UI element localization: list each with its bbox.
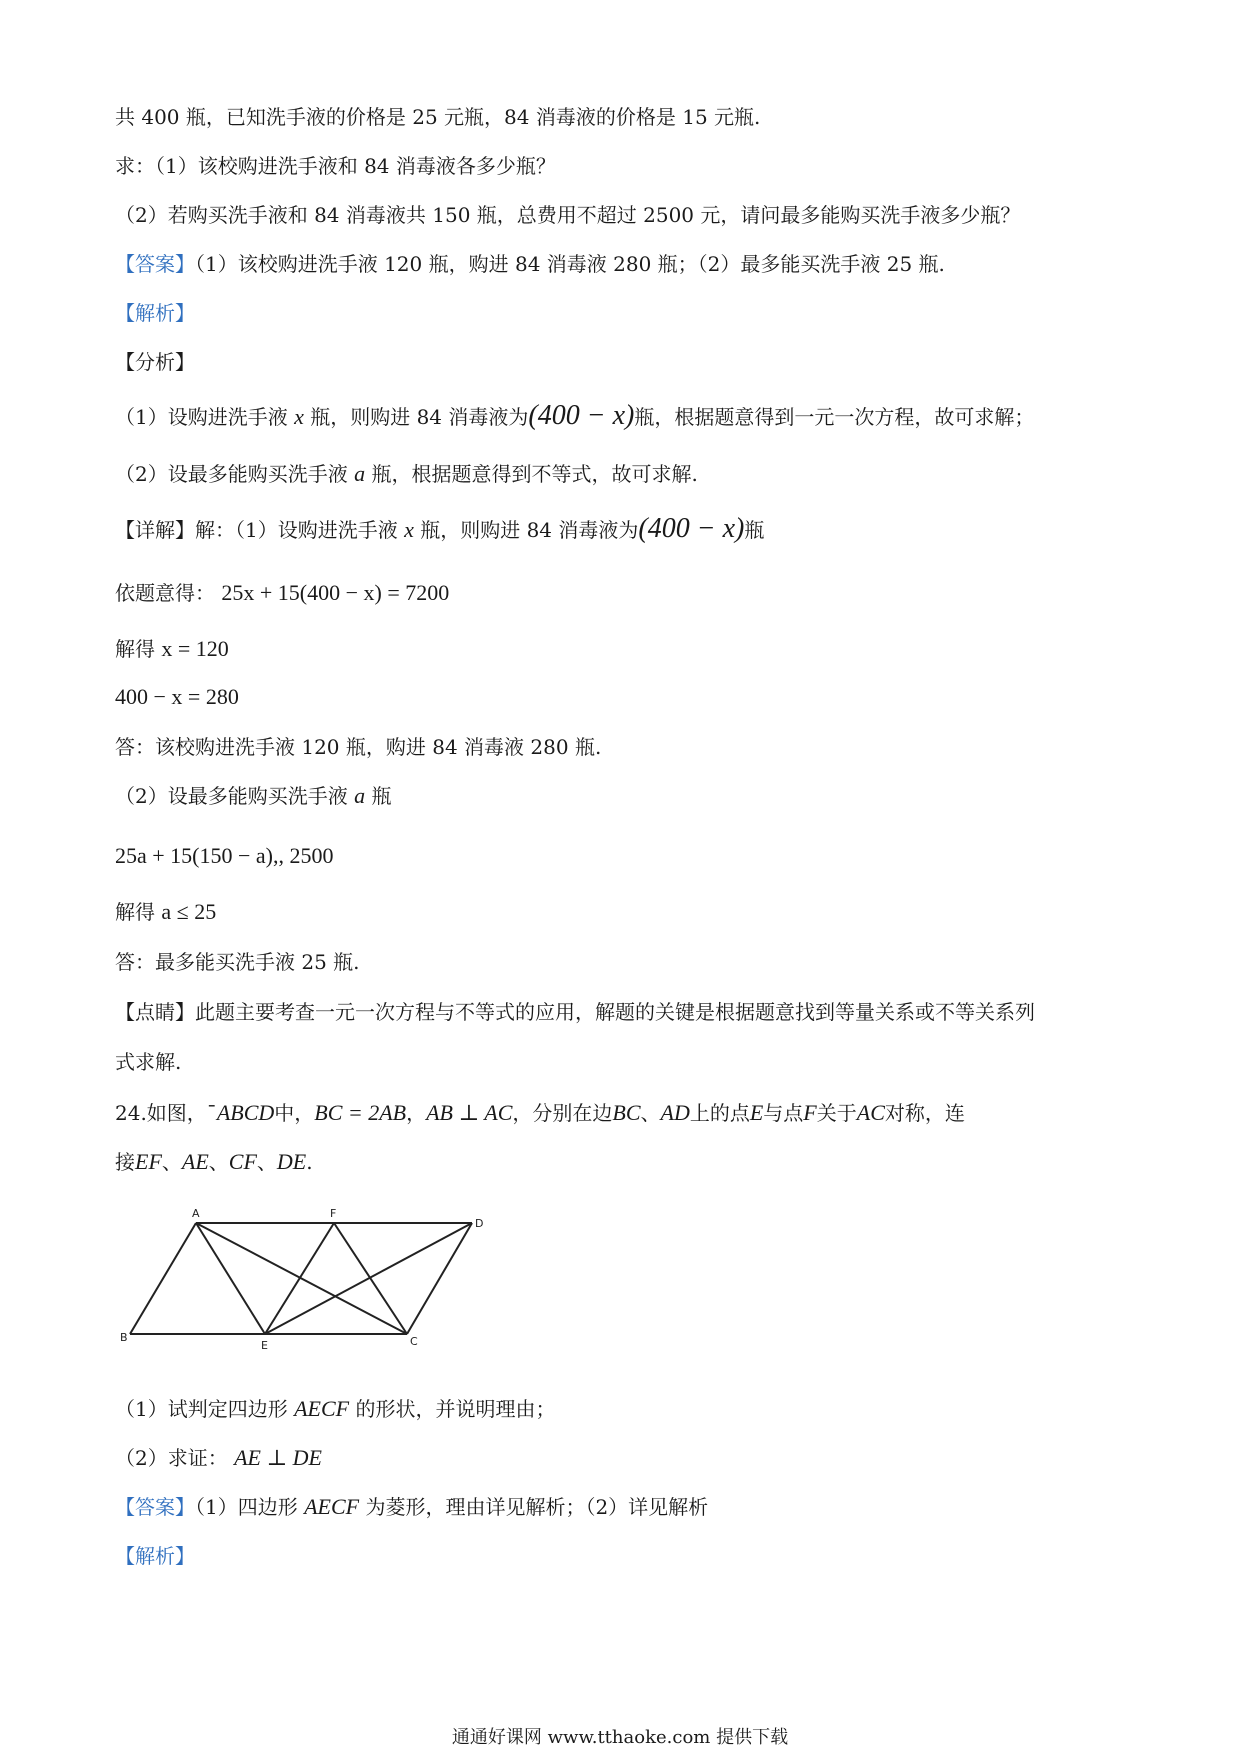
q1-text: （1）试判定四边形 (115, 1397, 288, 1421)
seg-ED (265, 1223, 472, 1334)
inequality-line: 25a + 15(150 − a),, 2500 (115, 843, 334, 868)
q24b-text: 接 (115, 1150, 135, 1174)
label-E: E (261, 1339, 268, 1352)
label-F: F (330, 1207, 337, 1220)
parallelogram-figure (115, 1203, 495, 1353)
var-x: x (404, 517, 414, 542)
q24b-text: 、 (256, 1150, 277, 1174)
text-line-1: 共 400 瓶，已知洗手液的价格是 25 元瓶，84 消毒液的价格是 15 元瓶. (115, 105, 761, 129)
solution-line-2: 400 − x = 280 (115, 684, 239, 709)
seg-AB (130, 1223, 196, 1334)
q2-text: （2）求证： (115, 1446, 228, 1470)
label-C: C (410, 1335, 418, 1348)
q24-math: AD (660, 1100, 690, 1125)
var-a: a (354, 461, 366, 486)
fx1-part-c: 瓶，根据题意得到一元一次方程，故可求解； (634, 405, 1035, 429)
sub-question-1 (115, 1395, 555, 1423)
analysis-tag: 【解析】 (115, 301, 195, 325)
q24b-math: AE (181, 1149, 209, 1174)
page-footer: 通通好课网 www.tthaoke.com 提供下载 (451, 1727, 789, 1748)
solution-line-3 (115, 898, 216, 926)
equation: 25x + 15(400 − x) = 7200 (221, 580, 450, 605)
dianjing-line-2: 式求解. (115, 1050, 182, 1074)
xiangjie-line (115, 515, 764, 544)
dianjing-line-1: 【点睛】此题主要考查一元一次方程与不等式的应用，解题的关键是根据题意找到等量关系或不等关系列 (115, 1000, 1035, 1024)
label-B: B (120, 1331, 128, 1344)
answer-tag: 【答案】 (115, 252, 195, 276)
answer-line-2 (115, 1493, 708, 1521)
part2-line (115, 782, 391, 810)
var-a: a (354, 783, 366, 808)
q24-text: ， (406, 1101, 427, 1125)
fenxi-line-2 (115, 460, 698, 488)
seg-EF (265, 1223, 334, 1334)
fenxi-line-1 (115, 402, 1034, 431)
q24-text: ，分别在边 (512, 1101, 613, 1125)
q24b-math: DE (276, 1149, 307, 1174)
q24-math: ABCD (216, 1100, 275, 1125)
q24-math: BC = 2AB (314, 1100, 407, 1125)
q24b-math: EF (135, 1149, 162, 1174)
xj-part-b: 瓶，则购进 84 消毒液为 (420, 518, 639, 542)
label-D: D (475, 1217, 484, 1230)
seg-AC (196, 1223, 407, 1334)
sol-label: 解得 (115, 637, 155, 661)
q1-text: 的形状，并说明理由； (355, 1397, 556, 1421)
solution-a: a ≤ 25 (161, 899, 217, 924)
seg-AE (196, 1223, 265, 1334)
p2-part-a: （2）设最多能购买洗手液 (115, 784, 348, 808)
expr-400-x: (400 − x) (638, 513, 745, 544)
p2-part-b: 瓶 (371, 784, 392, 808)
q24-text: 上的点 (689, 1101, 750, 1125)
sub-question-2 (115, 1444, 322, 1472)
answer2-text: 为菱形，理由详见解析；（2）详见解析 (365, 1495, 709, 1519)
label-A: A (192, 1207, 200, 1220)
solution-x: x = 120 (161, 636, 229, 661)
q24-math: E (749, 1100, 764, 1125)
xj-part-c: 瓶 (744, 518, 765, 542)
xj-part-a: 【详解】解：（1）设购进洗手液 (115, 518, 398, 542)
eq-label: 依题意得： (115, 581, 215, 605)
expr-400-x: (400 − x) (528, 400, 635, 431)
q24-math: BC (612, 1100, 641, 1125)
equation-line (115, 579, 449, 607)
q24-text: 对称，连 (884, 1101, 965, 1125)
fx2-part-a: （2）设最多能购买洗手液 (115, 462, 348, 486)
q24-math: AC (856, 1100, 885, 1125)
answer-statement-2: 答：最多能买洗手液 25 瓶. (115, 950, 360, 974)
answer-statement-1: 答：该校购进洗手液 120 瓶，购进 84 消毒液 280 瓶. (115, 735, 602, 759)
var-x: x (294, 404, 304, 429)
q24-text: 与点 (763, 1101, 804, 1125)
fx2-part-b: 瓶，根据题意得到不等式，故可求解. (371, 462, 698, 486)
fx1-part-b: 瓶，则购进 84 消毒液为 (310, 405, 529, 429)
answer-text: （1）该校购进洗手液 120 瓶，购进 84 消毒液 280 瓶；（2）最多能买洗手液 25 瓶. (195, 252, 945, 276)
q24-text: 中， (274, 1101, 315, 1125)
q24b-text: 、 (161, 1150, 182, 1174)
q24-text: 关于 (816, 1101, 857, 1125)
answer-line-1 (115, 250, 945, 278)
question-24-line-1 (115, 1099, 965, 1127)
q24b-math: CF (228, 1149, 257, 1174)
q2-math: AE ⊥ DE (234, 1445, 322, 1470)
sol3-label: 解得 (115, 900, 155, 924)
text-line-3: （2）若购买洗手液和 84 消毒液共 150 瓶，总费用不超过 2500 元，请问最多能购买洗手液多少瓶？ (115, 203, 1021, 227)
q1-math: AECF (294, 1396, 350, 1421)
q24-math: F (803, 1100, 817, 1125)
fenxi-heading: 【分析】 (115, 350, 195, 374)
q24b-text: 、 (208, 1150, 229, 1174)
q24b-text: . (306, 1150, 313, 1174)
solution-line-1 (115, 635, 229, 663)
answer2-text: （1）四边形 (195, 1495, 298, 1519)
analysis-tag-2: 【解析】 (115, 1544, 195, 1568)
answer-tag: 【答案】 (115, 1495, 195, 1519)
text-line-2: 求：（1）该校购进洗手液和 84 消毒液各多少瓶？ (115, 154, 556, 178)
q24-text: 24.如图，¯ (115, 1101, 217, 1125)
question-24-line-2 (115, 1148, 313, 1176)
q24-text: 、 (640, 1101, 661, 1125)
answer2-math: AECF (304, 1494, 360, 1519)
q24-math: AB ⊥ AC (426, 1100, 513, 1125)
fx1-part-a: （1）设购进洗手液 (115, 405, 288, 429)
